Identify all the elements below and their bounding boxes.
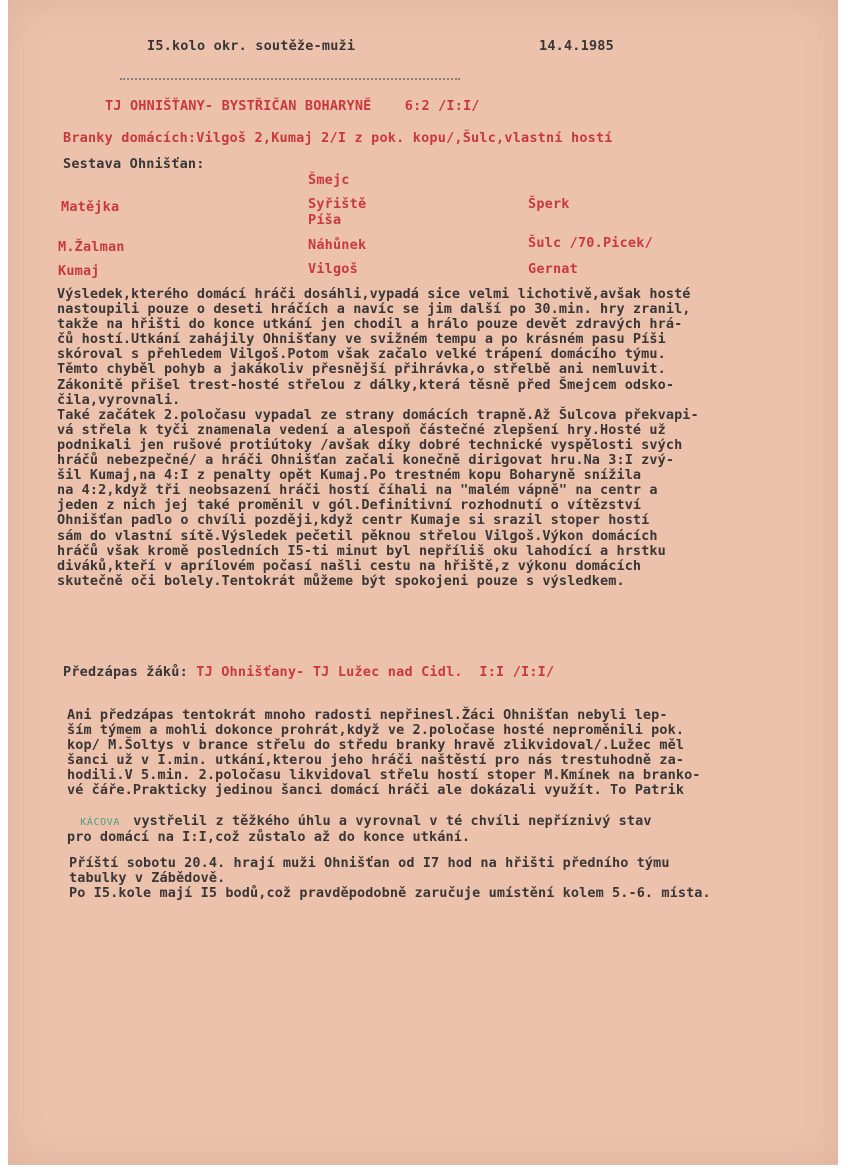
header-date: 14.4.1985 bbox=[539, 38, 614, 54]
youth-line: ším týmem a mohli dokonce prohrát,když ve 2.poločase hosté neproměnili pok. bbox=[67, 722, 685, 739]
match-report bbox=[57, 287, 699, 634]
report-line bbox=[57, 604, 699, 619]
report-line: šil Kumaj,na 4:I z penalty opět Kumaj.Po trestném kopu Boharyně snížila bbox=[57, 467, 642, 484]
lineup-player: Syřiště bbox=[308, 196, 367, 212]
lineup-player: Šperk bbox=[528, 196, 570, 212]
lineup-player: Píša bbox=[308, 212, 342, 228]
youth-match-title bbox=[63, 665, 554, 679]
report-line: podnikali jen rušové protiútoky /avšak díky dobré technické vyspělosti svých bbox=[57, 436, 683, 453]
report-line: čů hostí.Utkání zahájily Ohnišťany ve svižném tempu a po krásném pasu Píši bbox=[57, 331, 666, 348]
lineup-player: Kumaj bbox=[58, 263, 100, 279]
lineup-player: M.Žalman bbox=[58, 239, 125, 255]
lineup-player: Náhůnek bbox=[308, 237, 367, 253]
youth-line: Ani předzápas tentokrát mnoho radosti nepřinesl.Žáci Ohnišťan nebyli lep- bbox=[67, 707, 668, 723]
closing-line: tabulky v Zábědově. bbox=[69, 870, 226, 887]
youth-line: pro domácí na I:I,což zůstalo až do konce utkání. bbox=[67, 828, 471, 845]
report-line: takže na hřišti do konce utkání jen chodil a hrálo pouze devět zdravých hrá- bbox=[57, 316, 683, 333]
report-line: na 4:2,když tři neobsazení hráči hostí číhali na "malém vápně" na centr a bbox=[57, 482, 658, 499]
youth-report bbox=[67, 708, 701, 845]
closing-line: Příští sobotu 20.4. hrají muži Ohnišťan od I7 hod na hřišti předního týmu bbox=[69, 855, 670, 871]
match-title: TJ OHNIŠŤANY- BYSTŘIČAN BOHARYNĚ 6:2 /I:I/ bbox=[105, 98, 480, 114]
dotted-rule bbox=[120, 78, 460, 80]
lineup-player: Vilgoš bbox=[308, 261, 358, 277]
report-line: skutečně oči bolely.Tentokrát můžeme být spokojeni pouze s výsledkem. bbox=[57, 572, 625, 589]
youth-line: šanci už v I.min. utkání,kterou jeho hráči naštěstí pro nás trestuhodně za- bbox=[67, 752, 685, 769]
youth-line: vé čáře.Prakticky jedinou šanci domácí hráči ale dokázali využít. To Patrik bbox=[67, 782, 685, 799]
document-page bbox=[8, 0, 838, 1165]
goals-line: Branky domácích:Vilgoš 2,Kumaj 2/I z pok. kopu/,Šulc,vlastní hostí bbox=[63, 130, 613, 146]
youth-line bbox=[67, 799, 701, 814]
report-line bbox=[57, 589, 699, 604]
report-line: jeden z nich jej také proměnil v gól.Definitivní rozhodnutí o vítězství bbox=[57, 497, 642, 514]
report-line: Ohnišťan padlo o chvíli později,když centr Kumaje si srazil stoper hostí bbox=[57, 512, 650, 529]
report-line: diváků,kteří v aprílovém počasí našli cestu na hřiště,z výkonu domácích bbox=[57, 557, 642, 574]
report-line: Těmto chyběl pohyb a jakákoliv přesnější přihrávka,o střelbě ani nemluvit. bbox=[57, 361, 666, 378]
lineup-player: Šulc /70.Picek/ bbox=[528, 235, 653, 251]
report-line: Také začátek 2.poločasu vypadal ze strany domácích trapně.Až Šulcova překvapi- bbox=[57, 406, 699, 423]
report-line: hráčů nebezpečné/ a hráči Ohnišťan začali konečně dirigovat hru.Na 3:I zvý- bbox=[57, 452, 675, 469]
report-line: Výsledek,kterého domácí hráči dosáhli,vypadá sice velmi lichotivě,avšak hosté bbox=[57, 286, 691, 302]
header-round: I5.kolo okr. soutěže-muži bbox=[147, 38, 356, 54]
report-line: skóroval s přehledem Vilgoš.Potom však začalo velké trápení domácího týmu. bbox=[57, 346, 666, 363]
report-line: hráčů však kromě posledních I5-ti minut byl nepříliš oku lahodící a hrstku bbox=[57, 542, 666, 559]
report-line: nastoupili pouze o deseti hráčích a navíc se jim další po 30.min. hry zranil, bbox=[57, 301, 691, 318]
report-line: sám do vlastní sítě.Výsledek pečetil pěknou střelou Vilgoš.Výkon domácích bbox=[57, 527, 658, 544]
youth-match-label: Předzápas žáků: bbox=[63, 664, 197, 680]
handwritten-name: KÁCOVA bbox=[67, 816, 134, 828]
lineup-player: Gernat bbox=[528, 261, 578, 277]
youth-match-teams: TJ Ohnišťany- TJ Lužec nad Cidl. I:I /I:I/ bbox=[196, 664, 555, 680]
closing-notes bbox=[69, 856, 711, 901]
lineup-heading: Sestava Ohnišťan: bbox=[63, 156, 205, 172]
report-line bbox=[57, 619, 699, 634]
report-line: vá střela k tyči znamenala vedení a alespoň částečné zlepšení hry.Hosté už bbox=[57, 421, 666, 438]
youth-line: kop/ M.Šoltys v brance střelu do středu branky hravě zlikvidoval/.Lužec měl bbox=[67, 737, 685, 754]
closing-line: Po I5.kole mají I5 bodů,což pravděpodobně zaručuje umístění kolem 5.-6. místa. bbox=[69, 885, 711, 902]
report-line: Zákonitě přišel trest-hosté střelou z dálky,která těsně před Šmejcem odsko- bbox=[57, 376, 675, 393]
report-line: čila,vyrovnali. bbox=[57, 391, 181, 408]
lineup-player: Matějka bbox=[61, 199, 120, 215]
youth-line: hodili.V 5.min. 2.poločasu likvidoval střelu hostí stoper M.Kmínek na branko- bbox=[67, 767, 701, 784]
lineup-player: Šmejc bbox=[308, 172, 350, 188]
youth-line: KÁCOVA vystřelil z těžkého úhlu a vyrovnal v té chvíli nepříznivý stav bbox=[67, 812, 652, 829]
